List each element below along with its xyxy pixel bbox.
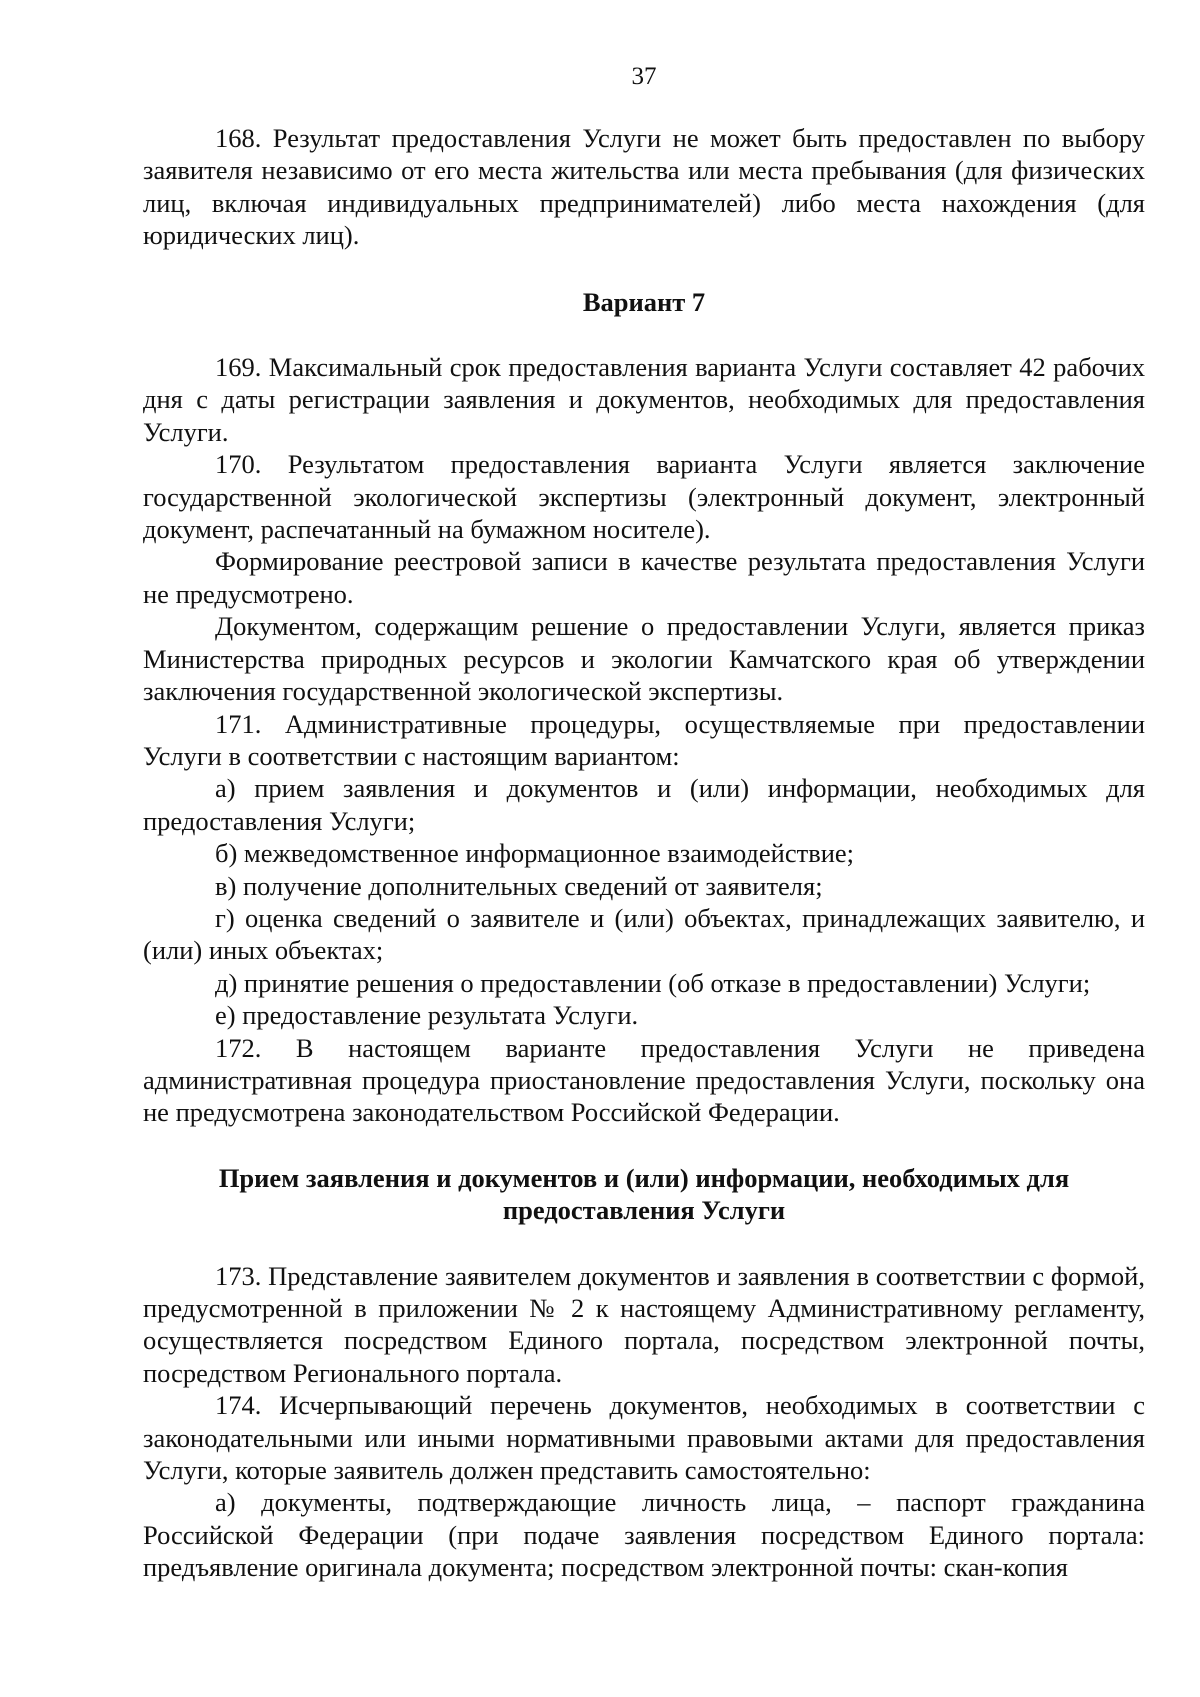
- paragraph-171: 171. Административные процедуры, осуществляемые при предоставлении Услуги в соответствии с настоящим вариантом:: [143, 708, 1145, 771]
- list-item-174-a: а) документы, подтверждающие личность лица, – паспорт гражданина Российской Федерации (при подаче заявления посредством Единого портала: предъявление оригинала документа; посредством электронной почты: скан-копия: [143, 1487, 1145, 1583]
- paragraph-registry-record: Формирование реестровой записи в качестве результата предоставления Услуги не предусмотрено.: [143, 546, 1145, 609]
- paragraph-decision-document: Документом, содержащим решение о предоставлении Услуги, является приказ Министерства природных ресурсов и экологии Камчатского края об утверждении заключения государственной экологической экспертизы.: [143, 611, 1145, 707]
- paragraph-174: 174. Исчерпывающий перечень документов, необходимых в соответствии с законодательными или иными нормативными правовыми актами для предоставления Услуги, которые заявитель должен представить самостоятельно:: [143, 1390, 1145, 1486]
- list-item-v: в) получение дополнительных сведений от заявителя;: [215, 870, 823, 901]
- list-item-g: г) оценка сведений о заявителе и (или) объектах, принадлежащих заявителю, и (или) иных объектах;: [143, 902, 1145, 966]
- list-item-a: а) прием заявления и документов и (или) информации, необходимых для предоставления Услуги;: [143, 773, 1145, 836]
- list-item-d: д) принятие решения о предоставлении (об отказе в предоставлении) Услуги;: [215, 967, 1091, 998]
- heading-variant-7: Вариант 7: [582, 286, 706, 317]
- section-heading: Прием заявления и документов и (или) информации, необходимых для предоставления Услуги: [218, 1162, 1070, 1226]
- paragraph-173: 173. Представление заявителем документов и заявления в соответствии с формой, предусмотренной в приложении № 2 к настоящему Административному регламенту, осуществляется посредством Единого портала, посредством электронной почты, посредством Регионального портала.: [143, 1260, 1145, 1388]
- paragraph-172: 172. В настоящем варианте предоставления Услуги не приведена административная процедура приостановление предоставления Услуги, поскольку она не предусмотрена законодательством Российской Федерации.: [143, 1032, 1145, 1128]
- paragraph-170: 170. Результатом предоставления варианта Услуги является заключение государственной экологической экспертизы (электронный документ, электронный документ, распечатанный на бумажном носителе).: [143, 449, 1145, 545]
- list-item-e: е) предоставление результата Услуги.: [215, 1000, 639, 1031]
- paragraph-169: 169. Максимальный срок предоставления варианта Услуги составляет 42 рабочих дня с даты регистрации заявления и документов, необходимых для предоставления Услуги.: [143, 352, 1145, 447]
- page-number: 37: [631, 63, 657, 90]
- paragraph-168: 168. Результат предоставления Услуги не может быть предоставлен по выбору заявителя независимо от его места жительства или места пребывания (для физических лиц, включая индивидуальных предпринимателей) либо места нахождения (для юридических лиц).: [143, 123, 1145, 251]
- list-item-b: б) межведомственное информационное взаимодействие;: [215, 838, 855, 869]
- document-page: [143, 62, 1145, 1584]
